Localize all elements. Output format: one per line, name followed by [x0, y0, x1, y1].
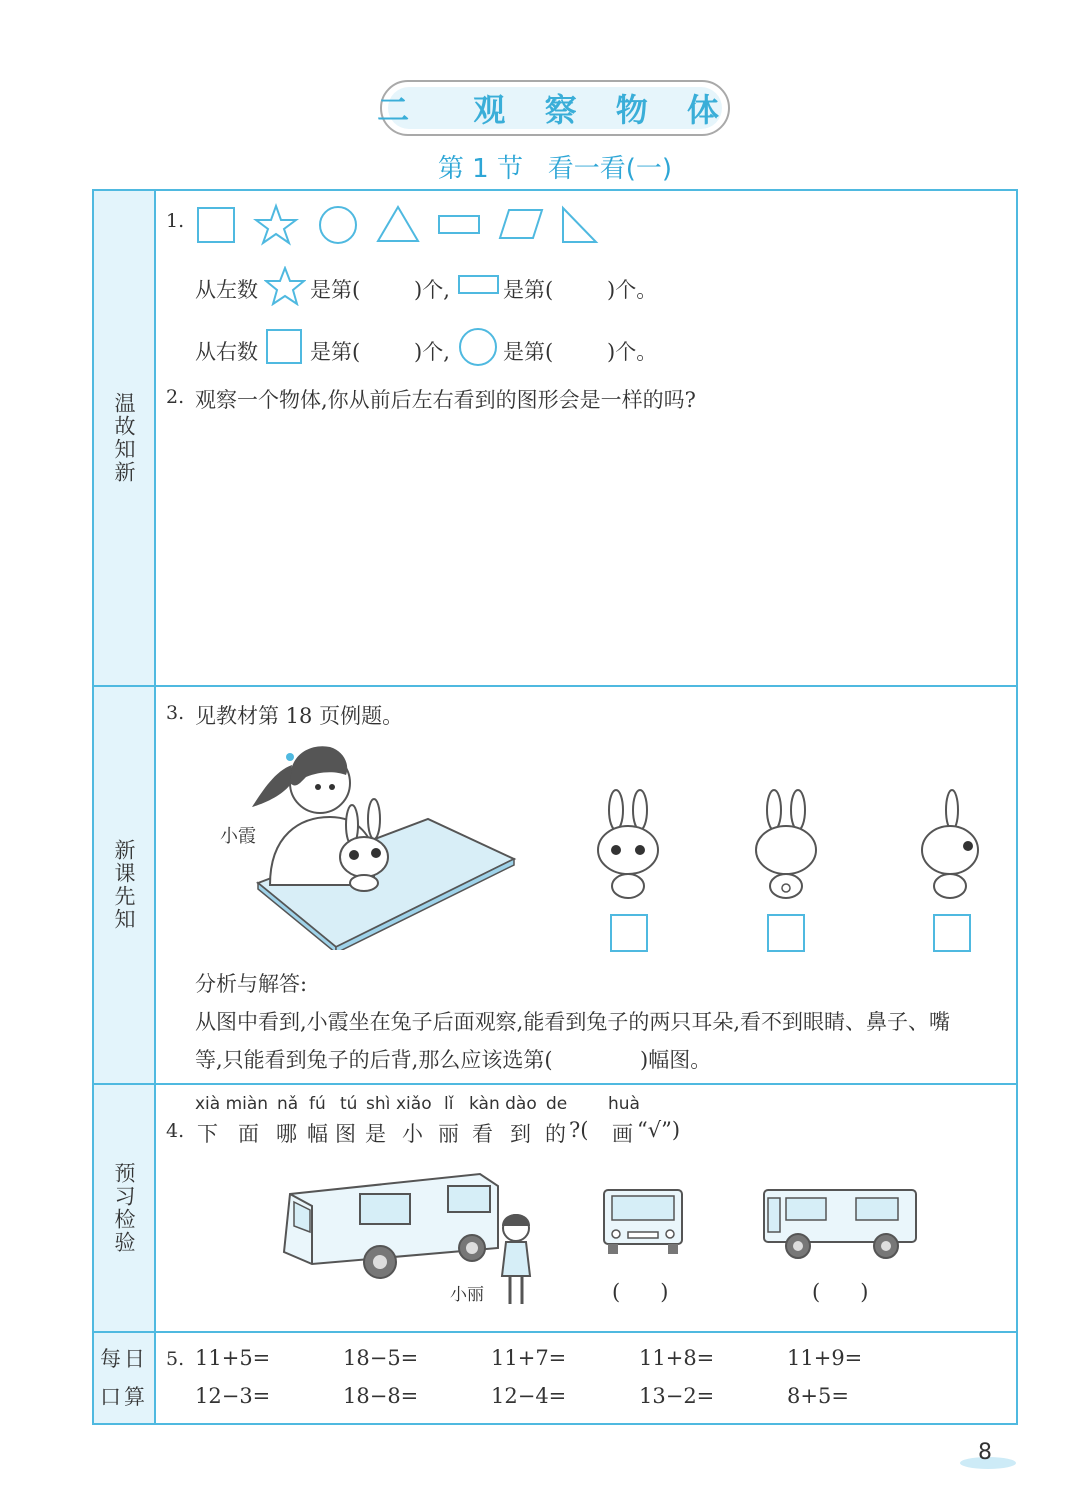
q3-answer-box-1[interactable] — [610, 914, 648, 952]
q5-r1-3: 11+7= — [491, 1346, 567, 1370]
bus-front-view-icon — [600, 1188, 686, 1258]
q4-pinyin-7: lǐ — [444, 1094, 454, 1114]
q3-answer-box-3[interactable] — [933, 914, 971, 952]
right-triangle-icon — [563, 208, 596, 242]
q1-line2-from-right: 从右数 — [195, 340, 258, 364]
parallelogram-icon — [500, 210, 542, 238]
rabbit-back-view-icon — [750, 788, 822, 903]
q3-analysis-line2-b: )幅图。 — [640, 1048, 712, 1072]
q1-line1-unit-b: )个。 — [607, 278, 658, 302]
q3-analysis-line1: 从图中看到,小霞坐在兔子后面观察,能看到兔子的两只耳朵,看不到眼睛、鼻子、嘴 — [195, 1010, 951, 1034]
q4-char-5: 图 — [335, 1122, 356, 1146]
side-panel-new-lesson — [94, 687, 156, 1083]
q1-line1-position-b: 是第( — [503, 278, 554, 302]
star-icon — [256, 206, 296, 243]
circle-icon — [320, 207, 356, 243]
rectangle-icon — [439, 216, 479, 233]
q4-char-4: 幅 — [307, 1122, 328, 1146]
q4-char-8: 丽 — [438, 1122, 459, 1146]
divider-3 — [94, 1331, 1016, 1333]
q4-girl-label: 小丽 — [450, 1285, 484, 1305]
q5-number: 5. — [166, 1348, 185, 1370]
rabbit-side-view-icon — [914, 788, 986, 903]
q5-r2-5: 8+5= — [787, 1384, 849, 1408]
q1-line1-position-a: 是第( — [310, 278, 361, 302]
q5-r1-2: 18−5= — [343, 1346, 419, 1370]
q4-pinyin-5: shì — [366, 1094, 391, 1114]
star-icon — [264, 266, 306, 306]
q4-pinyin-6: xiǎo — [396, 1094, 432, 1114]
side-label-preview: 预习检验 — [112, 1162, 136, 1254]
q2-text: 观察一个物体,你从前后左右看到的图形会是一样的吗? — [195, 388, 696, 412]
q3-text: 见教材第 18 页例题。 — [195, 704, 404, 728]
q1-number: 1. — [166, 210, 185, 232]
q3-number: 3. — [166, 702, 185, 724]
chapter-banner — [377, 80, 733, 136]
rectangle-icon — [458, 274, 500, 296]
q1-line2-position-a: 是第( — [310, 340, 361, 364]
q1-line2-position-b: 是第( — [503, 340, 554, 364]
q1-shape-row — [190, 200, 610, 250]
q4-char-10: 到 — [510, 1122, 531, 1146]
circle-icon — [458, 327, 500, 367]
q4-char-3: 哪 — [276, 1122, 297, 1146]
rabbit-front-view-icon — [592, 788, 664, 903]
q3-analysis-title: 分析与解答: — [195, 972, 308, 996]
q4-char-11: 的 — [545, 1122, 566, 1146]
q4-char-14: “√”) — [637, 1118, 681, 1142]
side-label-daily-2: 口算 — [100, 1385, 148, 1409]
side-label-review: 温故知新 — [112, 392, 136, 484]
girl-rabbit-illustration — [240, 735, 525, 950]
q3-analysis-line2-a: 等,只能看到兔子的后背,那么应该选第( — [195, 1048, 553, 1072]
q4-answer-paren-2[interactable]: ( ) — [812, 1280, 869, 1304]
q4-char-7: 小 — [402, 1122, 423, 1146]
side-label-daily — [100, 1340, 148, 1416]
q4-pinyin-4: tú — [340, 1094, 358, 1114]
q4-char-6: 是 — [365, 1122, 386, 1146]
divider-1 — [94, 685, 1016, 687]
q4-pinyin-1: xià miàn — [195, 1094, 269, 1114]
chapter-banner-inner — [377, 87, 733, 129]
q4-char-2: 面 — [238, 1122, 259, 1146]
q4-pinyin-2: nǎ — [277, 1094, 299, 1114]
q3-girl-label: 小霞 — [220, 826, 256, 847]
side-panel-preview — [94, 1085, 156, 1331]
q1-line2-unit-a: )个, — [414, 340, 450, 364]
section-title: 第 1 节 看一看(一) — [437, 154, 673, 184]
side-label-daily-1: 每日 — [100, 1347, 148, 1371]
q1-line1-from-left: 从左数 — [195, 278, 258, 302]
q5-r2-1: 12−3= — [195, 1384, 271, 1408]
divider-2 — [94, 1083, 1016, 1085]
q4-answer-paren-1[interactable]: ( ) — [612, 1280, 669, 1304]
q5-r2-2: 18−8= — [343, 1384, 419, 1408]
side-panel-daily — [94, 1333, 156, 1423]
q5-r1-1: 11+5= — [195, 1346, 271, 1370]
bus-side-view-icon — [760, 1186, 920, 1262]
q5-r2-3: 12−4= — [491, 1384, 567, 1408]
chapter-title: 二 观 察 物 体 — [377, 91, 733, 129]
side-panel-review — [94, 191, 156, 685]
q1-line1-unit-a: )个, — [414, 278, 450, 302]
q4-pinyin-8: kàn dào — [469, 1094, 537, 1114]
square-icon — [266, 329, 302, 364]
q4-pinyin-10: huà — [608, 1094, 640, 1114]
q5-r1-5: 11+9= — [787, 1346, 863, 1370]
square-icon — [198, 208, 234, 242]
q4-pinyin-9: de — [546, 1094, 568, 1114]
page-number: 8 — [978, 1440, 992, 1465]
q4-char-13: 画 — [612, 1122, 633, 1146]
q4-char-12: ?( — [569, 1118, 589, 1142]
triangle-icon — [378, 207, 418, 241]
q1-line2-unit-b: )个。 — [607, 340, 658, 364]
side-label-new-lesson: 新课先知 — [112, 839, 136, 931]
q3-answer-box-2[interactable] — [767, 914, 805, 952]
q5-r2-4: 13−2= — [639, 1384, 715, 1408]
q4-char-1: 下 — [197, 1122, 218, 1146]
q5-r1-4: 11+8= — [639, 1346, 715, 1370]
q4-char-9: 看 — [472, 1122, 493, 1146]
q2-number: 2. — [166, 386, 185, 408]
bus-scene-illustration — [280, 1166, 550, 1316]
q4-number: 4. — [166, 1120, 185, 1142]
q4-pinyin-3: fú — [309, 1094, 326, 1114]
